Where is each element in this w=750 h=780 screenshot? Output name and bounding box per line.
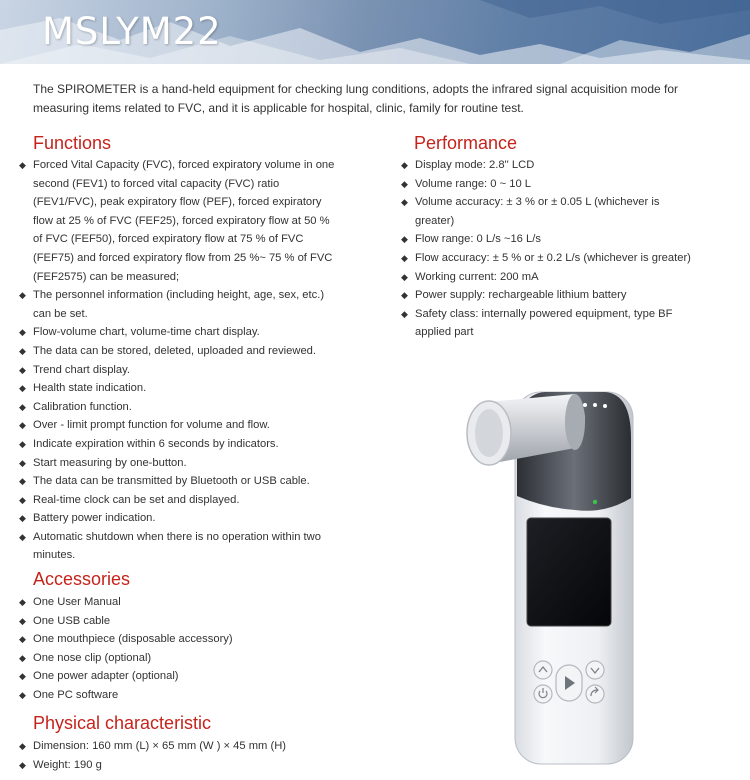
list-item: ◆ One USB cable — [19, 612, 341, 631]
diamond-bullet-icon: ◆ — [401, 252, 408, 263]
diamond-bullet-icon: ◆ — [401, 178, 408, 189]
list-item: ◆ Real-time clock can be set and displayed. — [19, 491, 341, 510]
diamond-bullet-icon: ◆ — [19, 327, 26, 338]
list-item: ◆ Battery power indication. — [19, 509, 341, 528]
list-item: ◆ Automatic shutdown when there is no operation within two minutes. — [19, 528, 341, 565]
spirometer-device-image — [455, 378, 645, 778]
diamond-bullet-icon: ◆ — [19, 364, 26, 375]
diamond-bullet-icon: ◆ — [19, 383, 26, 394]
list-item: ◆ Start measuring by one-button. — [19, 454, 341, 473]
accessories-list — [19, 593, 341, 705]
diamond-bullet-icon: ◆ — [401, 234, 408, 245]
diamond-bullet-icon: ◆ — [19, 671, 26, 682]
list-item: ◆ One PC software — [19, 686, 341, 705]
diamond-bullet-icon: ◆ — [401, 308, 408, 319]
header-banner — [0, 0, 750, 64]
list-item: ◆ Health state indication. — [19, 379, 341, 398]
list-item: ◆ Weight: 190 g — [19, 756, 341, 775]
list-item: ◆ Dimension: 160 mm (L) × 65 mm (W ) × 45 mm (H) — [19, 737, 341, 756]
diamond-bullet-icon: ◆ — [19, 615, 26, 626]
list-item: ◆ Working current: 200 mA — [401, 268, 701, 287]
diamond-bullet-icon: ◆ — [19, 531, 26, 542]
functions-title: Functions — [33, 133, 112, 153]
list-item: ◆ Power supply: rechargeable lithium battery — [401, 286, 701, 305]
diamond-bullet-icon: ◆ — [401, 197, 408, 208]
performance-list — [401, 156, 701, 342]
physical-title: Physical characteristic — [33, 713, 212, 733]
page-title: MSLYM22 — [42, 10, 222, 53]
accessories-title: Accessories — [33, 569, 131, 589]
diamond-bullet-icon: ◆ — [19, 290, 26, 301]
diamond-bullet-icon: ◆ — [19, 476, 26, 487]
physical-list — [19, 737, 341, 774]
list-item: ◆ One User Manual — [19, 593, 341, 612]
diamond-bullet-icon: ◆ — [19, 513, 26, 524]
diamond-bullet-icon: ◆ — [19, 652, 26, 663]
list-item: ◆ Safety class: internally powered equipment, type BF applied part — [401, 305, 701, 342]
performance-title: Performance — [414, 133, 518, 153]
diamond-bullet-icon: ◆ — [19, 345, 26, 356]
list-item: ◆ Calibration function. — [19, 398, 341, 417]
list-item: ◆ The data can be stored, deleted, uploaded and reviewed. — [19, 342, 341, 361]
diamond-bullet-icon: ◆ — [19, 759, 26, 770]
list-item: ◆ Over - limit prompt function for volume and flow. — [19, 416, 341, 435]
list-item: ◆ One mouthpiece (disposable accessory) — [19, 630, 341, 649]
list-item: ◆ Flow-volume chart, volume-time chart display. — [19, 323, 341, 342]
diamond-bullet-icon: ◆ — [19, 438, 26, 449]
diamond-bullet-icon: ◆ — [19, 634, 26, 645]
list-item: ◆ Forced Vital Capacity (FVC), forced expiratory volume in one second (FEV1) to forced vital capacity (FVC) ratio (FEV1/FVC), peak expiratory flow (PEF), forced expiratory flow at 25 % of FVC (FEF25), forced expiratory flow at 50 % of FVC (FEF50), forced expiratory flow at 75 % of FVC (FEF75) and forced expiratory flow from 25 %~ 75 % of FVC (FEF2575) can be measured; — [19, 156, 341, 286]
diamond-bullet-icon: ◆ — [19, 160, 26, 170]
functions-list — [19, 156, 341, 565]
list-item: ◆ One nose clip (optional) — [19, 649, 341, 668]
diamond-bullet-icon: ◆ — [19, 689, 26, 700]
list-item: ◆ Volume accuracy: ± 3 % or ± 0.05 L (whichever is greater) — [401, 193, 701, 230]
diamond-bullet-icon: ◆ — [401, 290, 408, 301]
list-item: ◆ One power adapter (optional) — [19, 667, 341, 686]
list-item: ◆ Flow accuracy: ± 5 % or ± 0.2 L/s (whichever is greater) — [401, 249, 701, 268]
list-item: ◆ Trend chart display. — [19, 361, 341, 380]
diamond-bullet-icon: ◆ — [19, 457, 26, 468]
diamond-bullet-icon: ◆ — [19, 401, 26, 412]
diamond-bullet-icon: ◆ — [19, 597, 26, 607]
list-item: ◆ Flow range: 0 L/s ~16 L/s — [401, 230, 701, 249]
list-item: ◆ Indicate expiration within 6 seconds by indicators. — [19, 435, 341, 454]
diamond-bullet-icon: ◆ — [401, 160, 408, 170]
list-item: ◆ The data can be transmitted by Bluetooth or USB cable. — [19, 472, 341, 491]
list-item: ◆ The personnel information (including height, age, sex, etc.) can be set. — [19, 286, 341, 323]
diamond-bullet-icon: ◆ — [19, 420, 26, 431]
list-item: ◆ Display mode: 2.8'' LCD — [401, 156, 701, 175]
diamond-bullet-icon: ◆ — [19, 741, 26, 751]
diamond-bullet-icon: ◆ — [19, 494, 26, 505]
diamond-bullet-icon: ◆ — [401, 271, 408, 282]
intro-paragraph: The SPIROMETER is a hand-held equipment for checking lung conditions, adopts the infrared signal acquisition mode for measuring items related to FVC, and it is applicable for hospital, clinic, family for routine test. — [33, 82, 679, 115]
list-item: ◆ Volume range: 0 ~ 10 L — [401, 175, 701, 194]
